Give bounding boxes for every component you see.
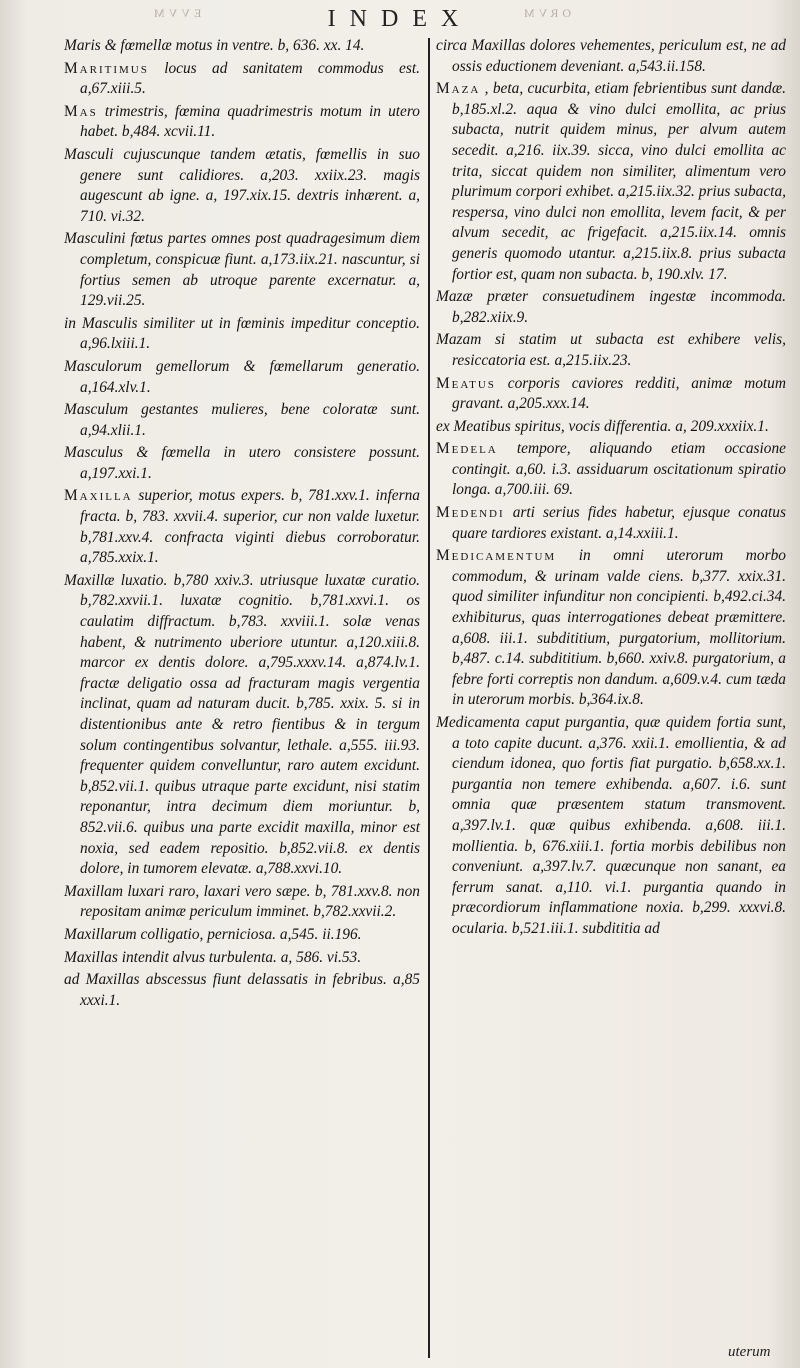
index-entry [64, 970, 420, 1011]
entry-text: in Masculis similiter ut in fœminis impeditur conceptio. a,96.lxiii.1. [64, 314, 420, 353]
entry-text: arti serius fides habetur, ejusque conatus quare tardiores existant. a,14.xxiii.1. [452, 504, 786, 542]
index-entry [64, 229, 420, 311]
entry-text: ex Meatibus spiritus, vocis differentia. a, 209.xxxiix.1. [436, 417, 769, 435]
entry-text: Masculum gestantes mulieres, bene coloratæ sunt. a,94.xlii.1. [64, 401, 420, 439]
entry-text: superior, motus expers. b, 781.xxv.1. inferna fracta. b, 783. xxvii.4. superior, cur non valde luxetur. b,781.xxv.4. confracta viginti diebus corroboratur. a,785.xxix.1. [80, 487, 420, 567]
index-entry [64, 443, 420, 484]
entry-text: Masculus & fœmella in utero consistere possunt. a,197.xxi.1. [64, 444, 420, 482]
entry-text: Masculorum gemellorum & fœmellarum generatio. a,164.xlv.1. [64, 357, 420, 396]
show-through-text: EVVM [150, 6, 202, 20]
index-entry [64, 948, 420, 969]
entry-text: circa Maxillas dolores vehementes, periculum est, ne ad ossis eductionem deveniant. a,543.ii.158. [436, 37, 786, 75]
index-column-right [436, 36, 786, 942]
index-entry [436, 417, 786, 438]
running-head: INDEX [327, 6, 473, 32]
entry-text: Maris & fœmellæ motus in ventre. b, 636. xx. 14. [64, 37, 365, 54]
show-through-text: ORVM [520, 6, 572, 20]
entry-text: Maxillarum colligatio, perniciosa. a,545. ii.196. [64, 925, 362, 943]
entry-text: Mazæ præter consuetudinem ingestæ incommoda. b,282.xiix.9. [436, 288, 786, 326]
entry-text: ad Maxillas abscessus fiunt delassatis in febribus. a,85 xxxi.1. [64, 971, 420, 1009]
index-entry [436, 330, 786, 371]
entry-text: Medicamenta caput purgantia, quæ quidem fortia sunt, a toto capite ducunt. a,376. xxii.1. emollientia, & ad ciendum idonea, quo fortis fiat purgatio. b,658.xx.1. purgantia non temere exhibenda. a,607. i.6. sunt omnia quæ præsentem statum transmovent. a,397.lv.1. quæ quibus exhibenda. a,608. iii.1. mollientia. b, 676.xiii.1. fortia morbis debilibus non conveniunt. a,397.lv.7. quæcunque non sanant, ea ferrum sanat. a,110. vi.1. purgantia quando in præcordiorum inflammatione noxia. b,299. xxxvi.8. ocularia. b,521.iii.1. subdititia ad [436, 714, 786, 937]
entry-text: Maxillæ luxatio. b,780 xxiv.3. utriusque luxatæ curatio. b,782.xxvii.1. luxatæ cognitio. b,781.xxvi.1. os caulatim diffractum. b,783. xxviii.1. solæ venas habent, & nutrimento uberiore utuntur. a,120.xiii.8. marcor ex dentis dolore. a,795.xxxv.14. a,874.lv.1. fractæ deligatio ossa ad fracturam magis vergentia inclinat, quam ad naturam ducit. b,785. xxix. 5. si in distentionibus ante & retro fientibus & in tergum solum contingentibus solvantur, lethale. a,555. iii.93. frequenter quidem convelluntur, raro autem excidunt. b,852.vii.1. quibus utraque parte excidunt, nisi statim reponantur, intra decimum diem moriuntur. b, 852.vii.6. quibus una parte excidit maxilla, minor est noxia, sed eadem repositio. b,852.vii.8. ex dentis dolore, in tumorem elevatæ. a,788.xxvi.10. [64, 571, 420, 878]
index-entry [64, 400, 420, 441]
index-entry [436, 287, 786, 328]
index-entry [436, 503, 786, 544]
index-entry [64, 882, 420, 923]
entry-text: corporis caviores redditi, animæ motum gravant. a,205.xxx.14. [452, 374, 786, 413]
index-column-left [64, 36, 420, 1013]
index-entry [64, 36, 420, 57]
entry-text: Maxillam luxari raro, laxari vero sæpe. b, 781.xxv.8. non repositam animæ periculum imminet. b,782.xxvii.2. [64, 882, 420, 921]
index-entry [64, 314, 420, 355]
index-entry [64, 486, 420, 568]
index-entry [436, 79, 786, 285]
entry-headword: Maritimus [64, 59, 149, 77]
entry-text: tempore, aliquando etiam occasione contingit. a,60. i.3. assiduarum oscitationum spiratio longa. a,700.iii. 69. [452, 440, 786, 499]
entry-text: trimestris, fœmina quadrimestris motum in utero habet. b,484. xcvii.11. [80, 102, 420, 141]
entry-text: in omni uterorum morbo commodum, & urinam valde ciens. b,377. xxix.31. quod similiter infunditur non concipienti. b,492.ci.34. exhibiturus, quas interrogationes debeat præmittere. a,608. iii.1. subdititium, purgatorium, mollitorium. b,487. c.14. subdititium. b,660. xxiv.8. purgatorium, a febre forti correptis non dandum. a,609.v.4. cum tæda in uterorum morbis. b,364.ix.8. [452, 547, 786, 709]
index-entry [436, 546, 786, 711]
index-entry [64, 102, 420, 143]
entry-headword: Mas [64, 102, 98, 120]
catchword: uterum [728, 1344, 771, 1360]
entry-text: Mazam si statim ut subacta est exhibere velis, resiccatoria est. a,215.iix.23. [436, 331, 786, 369]
index-entry [64, 145, 420, 227]
entry-text: Masculi cujuscunque tandem ætatis, fœmellis in suo genere sunt calidiores. a,203. xxiix.23. magis augescunt ab igne. a, 197.xix.15. dextris inhærent. a, 710. vi.32. [64, 145, 420, 225]
index-entry [64, 571, 420, 880]
entry-headword: Medela [436, 440, 498, 458]
column-divider [428, 38, 430, 1358]
index-entry [436, 374, 786, 415]
index-entry [64, 925, 420, 946]
index-entry [436, 439, 786, 501]
entry-headword: Maxilla [64, 487, 133, 505]
index-entry [436, 36, 786, 77]
entry-text: Maxillas intendit alvus turbulenta. a, 586. vi.53. [64, 948, 362, 966]
index-entry [436, 713, 786, 940]
index-entry [64, 59, 420, 100]
index-entry [64, 357, 420, 398]
entry-headword: Maza [436, 80, 481, 98]
entry-text: Masculini fœtus partes omnes post quadragesimum diem completum, conspicuæ fiunt. a,173.iix.21. nascuntur, si fortius semen ab utroque parente excernatur. a, 129.vii.25. [64, 230, 420, 310]
entry-text: , beta, cucurbita, etiam febrientibus sunt dandæ. b,185.xl.2. aqua & vino dulci emollita, ac prius subacta, nutrit quidem minus, per alvum autem secedit. a,216. iix.39. sicca, vino dulci emollita ac trita, siccat quidem non similiter, alimentum vero plurimum corpori exhibet. a,215.iix.32. prius subacta, respersa, vino dulci non emollita, levem facit, & per alvum secedit, ac frigefacit. a,215.iix.14. omnis generis quomodo utantur. a,215.iix.8. prius subacta fortior est, quam non subacta. b, 190.xlv. 17. [452, 80, 786, 283]
entry-headword: Medicamentum [436, 547, 557, 565]
entry-text: locus ad sanitatem commodus est. a,67.xiii.5. [80, 59, 420, 98]
entry-headword: Medendi [436, 504, 505, 522]
entry-headword: Meatus [436, 374, 496, 392]
